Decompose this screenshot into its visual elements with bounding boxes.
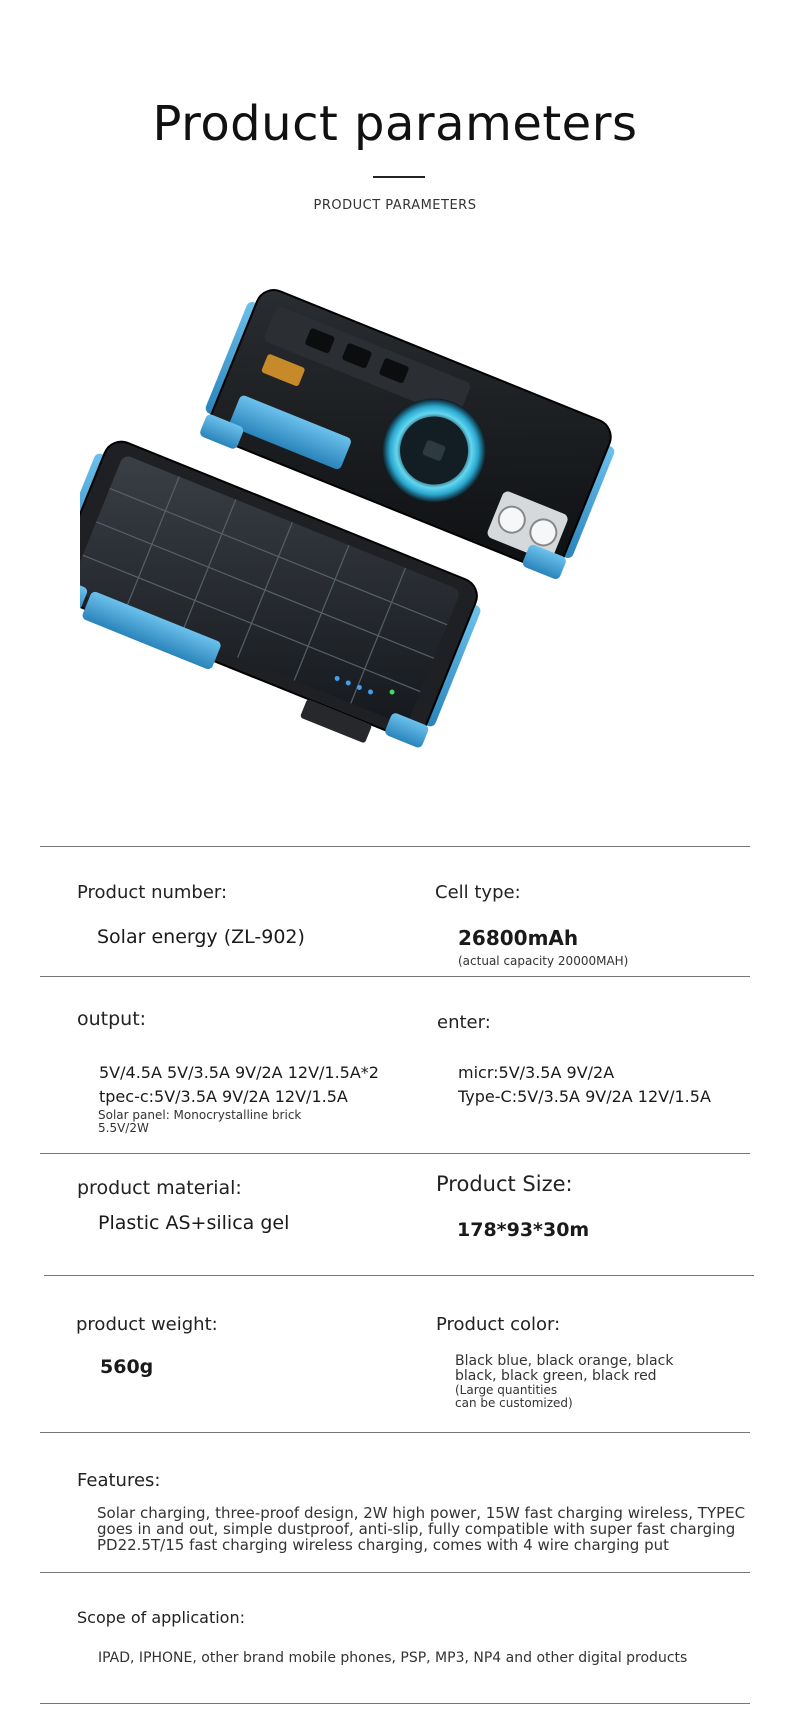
size-label: Product Size: [436,1172,573,1196]
color-note-1: (Large quantities [455,1383,558,1397]
weight-value: 560g [100,1356,154,1378]
scope-label: Scope of application: [77,1608,245,1627]
color-line-1: Black blue, black orange, black [455,1353,674,1369]
color-label: Product color: [436,1314,561,1335]
color-note-2: can be customized) [455,1396,573,1410]
divider [40,846,750,847]
enter-label: enter: [437,1012,491,1033]
output-solar-note: Solar panel: Monocrystalline brick [98,1108,302,1122]
cell-type-label: Cell type: [435,882,521,903]
enter-line-1: micr:5V/3.5A 9V/2A [458,1063,615,1082]
features-line-2: goes in and out, simple dustproof, anti-slip, fully compatible with super fast charging [97,1520,736,1538]
color-line-2: black, black green, black red [455,1368,657,1384]
divider [40,1703,750,1704]
divider [40,976,750,977]
material-value: Plastic AS+silica gel [98,1212,290,1234]
divider [44,1275,754,1276]
size-value: 178*93*30m [457,1219,590,1241]
title-underline [373,176,425,178]
scope-value: IPAD, IPHONE, other brand mobile phones, PSP, MP3, NP4 and other digital products [98,1650,688,1666]
power-bank-illustration [80,280,720,750]
features-line-1: Solar charging, three-proof design, 2W high power, 15W fast charging wireless, TYPEC [97,1504,746,1522]
weight-label: product weight: [76,1314,218,1335]
page-title: Product parameters [152,96,638,152]
material-label: product material: [77,1177,242,1199]
page-subtitle: PRODUCT PARAMETERS [313,198,477,213]
cell-type-value: 26800mAh [458,926,579,950]
output-solar-rating: 5.5V/2W [98,1121,149,1135]
cell-type-note: (actual capacity 20000MAH) [458,954,629,968]
output-label: output: [77,1008,147,1030]
product-number-value: Solar energy (ZL-902) [97,926,305,948]
product-number-label: Product number: [77,882,228,903]
enter-line-2: Type-C:5V/3.5A 9V/2A 12V/1.5A [458,1087,711,1106]
divider [40,1572,750,1573]
divider [40,1153,750,1154]
output-line-2: tpec-c:5V/3.5A 9V/2A 12V/1.5A [99,1087,348,1106]
features-label: Features: [77,1470,161,1491]
divider [40,1432,750,1433]
output-line-1: 5V/4.5A 5V/3.5A 9V/2A 12V/1.5A*2 [99,1063,379,1082]
features-line-3: PD22.5T/15 fast charging wireless charging, comes with 4 wire charging put [97,1536,669,1554]
